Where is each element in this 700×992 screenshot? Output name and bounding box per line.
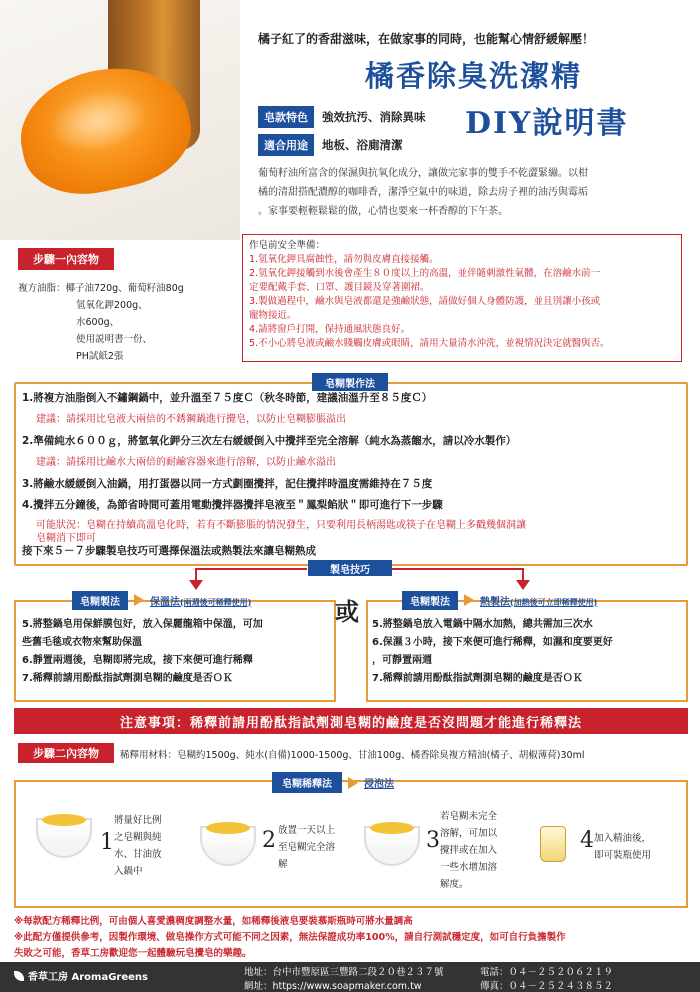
- process-note: 建議：請採用比鹼水大兩倍的耐鹼容器來進行溶解，以防止鹼水溢出: [36, 457, 336, 468]
- method-b-tag: [402, 591, 597, 609]
- step1-materials: [18, 280, 184, 365]
- material-line: PH試紙2張: [76, 351, 124, 362]
- method-b-note: (加熱後可立即稀釋使用): [510, 597, 598, 607]
- dilution-step-text: [440, 808, 497, 893]
- dilution-step-text: [114, 812, 162, 880]
- dilution-line: 解度。: [440, 879, 469, 890]
- process-tag: 皂糊製作法: [312, 373, 388, 391]
- arrow-down-icon: [516, 580, 530, 590]
- footnote: ※每款配方稀釋比例，可由個人喜愛濃稠度調整水量，如稀釋後液皂要裝慕斯瓶時可將水量調高: [14, 916, 413, 927]
- branch-line: [392, 568, 524, 570]
- notice-banner: 注意事項：稀釋前請用酚酞指試劑測皂糊的鹼度是否沒問題才能進行稀釋法: [14, 708, 688, 734]
- logo-text: 香草工房 AromaGreens: [28, 972, 148, 983]
- dilution-line: 加入精油後，: [594, 833, 652, 844]
- step-number: 3: [426, 828, 440, 853]
- feature-value: 強效抗汚、消除異味: [322, 110, 426, 124]
- step1-header: 步驟一內容物: [18, 248, 114, 270]
- feature-label: 皂款特色: [258, 106, 314, 128]
- technique-tag: 製皂技巧: [308, 560, 392, 576]
- dilution-line: 溶解，可加以: [440, 828, 498, 839]
- dilution-line: 一些水增加溶: [440, 862, 498, 873]
- process-step: 2.準備純水６００ｇ，將氫氧化鉀分三次左右緩緩倒入中攪拌至完全溶解（純水為蒸餾水，請以冷水製作）: [22, 435, 517, 447]
- dilution-label: 皂糊稀釋法: [272, 772, 342, 793]
- safety-line: 1.氫氧化鉀具腐蝕性，請勿與皮膚直接接觸。: [249, 254, 439, 265]
- process-note: 皂糊消下即可: [36, 533, 96, 544]
- or-label: 或: [335, 598, 359, 626]
- footer-address: 地址：台中市豐原區三豐路二段２０巷２３７號: [244, 967, 444, 978]
- footer-fax: 傳真：０４－２５２４３８５２: [480, 981, 614, 992]
- footnote: ※此配方僅提供參考，因製作環境、做皂操作方式可能不同之因素，無法保證成功率100%，請自行測試穩定度，如可自行負擔製作: [14, 932, 566, 943]
- dilution-line: 之皂糊與純: [114, 832, 162, 843]
- method-step: 7.稀釋前請用酚酞指試劑測皂糊的鹼度是否ＯＫ: [372, 673, 583, 684]
- safety-box: [242, 234, 682, 362]
- dilution-step-text: [594, 830, 651, 864]
- tagline: 橘子紅了的香甜滋味，在做家事的同時，也能幫心情舒緩解壓！: [258, 32, 595, 46]
- method-a-tag: [72, 591, 251, 609]
- next-steps-text: 接下來５－７步驟製皂技巧可選擇保溫法或熱製法來讓皂糊熟成: [22, 545, 316, 557]
- page-title: 橘香除臭洗潔精: [365, 59, 583, 93]
- method-step: 些舊毛毯或衣物來幫助保溫: [22, 637, 142, 648]
- process-note: 可能狀況：皂糊在持續高溫皂化時，若有不斷膨脹的情況發生，只要利用長柄湯匙或筷子在皂糊上多戳幾個洞讓: [36, 520, 526, 531]
- page-subtitle: DIY說明書: [465, 106, 629, 141]
- material-line: 水600g、: [76, 317, 120, 328]
- safety-line: 5.不小心將皂液或鹼水賤觸皮膚或眼睛，請用大量清水沖洗，並視情況決定就醫與否。: [249, 338, 610, 349]
- intro-text: [258, 164, 688, 221]
- safety-line: 定要配戴手套、口罩、護目鏡及穿著圍裙。: [249, 282, 430, 293]
- dilution-line: 解: [278, 859, 288, 870]
- intro-line: 橘的清甜搭配濃醇的咖啡香，潔淨空氣中的味道，除去房子裡的油汚與霉垢: [258, 187, 588, 198]
- process-note: 建議：請採用比皂液大兩倍的不銹鋼鍋進行攪皂，以防止皂糊膨脹溢出: [36, 414, 346, 425]
- dilution-line: 將量好比例: [114, 815, 162, 826]
- safety-line: 寵物接近。: [249, 310, 297, 321]
- dilution-tag: [272, 772, 394, 793]
- feature-row: [258, 135, 403, 155]
- leaf-icon: [14, 971, 24, 981]
- bottle-illustration: [540, 826, 566, 862]
- method-step: 6.靜置兩週後，皂糊即將完成，接下來便可進行稀釋: [22, 655, 253, 666]
- method-step: 6.保濕３小時，接下來便可進行稀釋，如濕和度要更好: [372, 637, 613, 648]
- method-step: 7.稀釋前請用酚酞指試劑測皂糊的鹼度是否ＯＫ: [22, 673, 233, 684]
- method-b-steps: [372, 616, 613, 688]
- intro-line: 。家事要輕輕鬆鬆的做，心情也要來一杯香醇的下午茶。: [258, 206, 508, 217]
- method-b-label: 皂糊製法: [402, 591, 458, 610]
- safety-header: 作皂前安全準備：: [249, 240, 326, 251]
- arrow-right-icon: [464, 594, 474, 606]
- method-b-name-text: 熱製法: [480, 596, 510, 608]
- safety-line: 3.製做過程中，鹼水與皂液都還是強鹼狀態，請做好個人身體防護，並且別讓小孩或: [249, 296, 601, 307]
- method-a-label: 皂糊製法: [72, 591, 128, 610]
- footer-website[interactable]: 網址：https://www.soapmaker.com.tw: [244, 981, 422, 992]
- step2-header: 步驟二內容物: [18, 743, 114, 763]
- feature-label: 適合用途: [258, 134, 314, 156]
- step-number: 1: [100, 830, 114, 855]
- method-a-name: [150, 593, 251, 608]
- dilution-line: 若皂糊未完全: [440, 811, 498, 822]
- step-number: 2: [262, 828, 276, 853]
- footnote: 失敗之可能，香草工房歡迎您一起體驗玩皂攪皂的樂趣。: [14, 948, 252, 959]
- arrow-right-icon: [134, 594, 144, 606]
- feature-value: 地板、浴廁清潔: [322, 138, 403, 152]
- safety-line: 4.請將窗戶打開，保持通風狀態良好。: [249, 324, 411, 335]
- material-line: 使用説明書一份、: [76, 334, 153, 345]
- method-step: 5.將整鍋皂用保鮮膜包好，放入保麗龍箱中保溫，可加: [22, 619, 263, 630]
- step2-materials: 稀釋用材料：皂糊約1500g、純水(自備)1000-1500g、甘油100g、橘香除臭複方精油(橘子、胡椒薄荷)30ml: [120, 750, 585, 761]
- material-line: 複方油脂：椰子油720g、葡萄籽油80g: [18, 283, 184, 294]
- process-step: 4.攪拌五分鐘後，為節省時間可蓋用電動攪拌器攪拌皂液至＂鳳梨餡狀＂即可進行下一步驟: [22, 499, 443, 511]
- method-step: ，可靜置兩週: [372, 655, 432, 666]
- dilution-line: 入鍋中: [114, 866, 143, 877]
- dilution-line: 放置一天以上: [278, 825, 336, 836]
- dilution-name: 浸泡法: [364, 779, 394, 790]
- method-a-name-text: 保溫法: [150, 596, 180, 608]
- method-b-name: [480, 593, 597, 608]
- branch-line: [195, 568, 307, 570]
- method-step: 5.將整鍋皂放入電鍋中隔水加熱，總共需加三次水: [372, 619, 593, 630]
- dilution-line: 攪拌或在加入: [440, 845, 498, 856]
- arrow-right-icon: [348, 777, 358, 789]
- method-a-note: (兩週後可稀釋使用): [180, 597, 252, 607]
- material-line: 氫氧化鉀200g、: [76, 300, 148, 311]
- footer-logo: [14, 968, 148, 983]
- product-photo: [0, 0, 240, 240]
- feature-row: [258, 107, 426, 127]
- arrow-down-icon: [189, 580, 203, 590]
- dilution-line: 水、甘油放: [114, 849, 162, 860]
- process-step: 1.將複方油脂倒入不鏽鋼鍋中，並升溫至７５度Ｃ（秋冬時節，建議油溫升至８５度Ｃ）: [22, 392, 433, 404]
- step-number: 4: [580, 828, 594, 853]
- method-a-steps: [22, 616, 263, 688]
- safety-line: 2.氫氧化鉀接觸到水後會產生８０度以上的高溫，並伴隨刺激性氣體，在溶鹼水前一: [249, 268, 601, 279]
- dilution-step-text: [278, 822, 335, 873]
- intro-line: 葡萄籽油所富含的保濕與抗氧化成分，讓做完家事的雙手不乾澀緊繃。以柑: [258, 168, 588, 179]
- dilution-line: 即可裝瓶使用: [594, 850, 652, 861]
- footer-phone: 電話：０４－２５２０６２１９: [480, 967, 614, 978]
- process-step: 3.將鹼水緩緩倒入油鍋，用打蛋器以同一方式劃圈攪拌，記住攪拌時溫度需維持在７５度: [22, 478, 433, 490]
- dilution-line: 至皂糊完全溶: [278, 842, 336, 853]
